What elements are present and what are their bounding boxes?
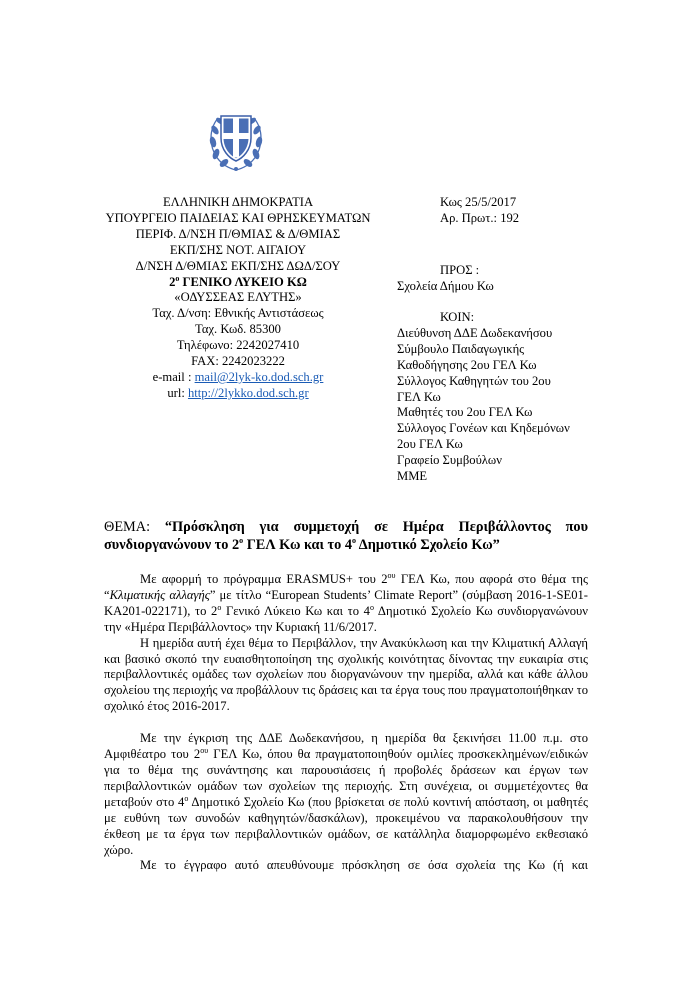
subject-block — [104, 518, 588, 554]
url-line: url: http://2lykko.dod.sch.gr — [167, 385, 309, 400]
cc-line: Μαθητές του 2ου ΓΕΛ Κω — [397, 405, 533, 420]
paragraph-3: Με την έγκριση της ΔΔΕ Δωδεκανήσου, η ημερίδα θα ξεκινήσει 11.00 π.μ. στο Αμφιθέατρο του $2^{o\upsilon}$ ΓΕΛ Κω, όπου θα πραγματοποιηθούν ομιλίες προσκεκλημένων/ειδικών για το θέμα της συνάντησης και παρουσιάσεις ή προβολές δράσεων και έργων των περιβαλλοντικών ομάδων των σχολείων της περιοχής. Στη συνέχεια, οι συμμετέχοντες θα μεταβούν στο $4^o$ Δημοτικό Σχολείο Κω (που βρίσκεται σε πολύ κοντινή απόσταση, οι μαθητές με ευθύνη των συνοδών καθηγητών/δασκάλων), προκειμένου να παρακολουθήσουν την έκθεση με τα έργα των περιβαλλοντικών ομάδων, σε κατάλληλα διαμορφωμένο εκθεσιακό χώρο. — [104, 731, 588, 857]
email-link[interactable]: mail@2lyk-ko.dod.sch.gr — [194, 369, 324, 384]
cc-line: Σύλλογος Καθηγητών του 2ου — [397, 373, 551, 388]
cc-line: Διεύθυνση ΔΔΕ Δωδεκανήσου — [397, 325, 553, 340]
cc-line: Γραφείο Συμβούλων — [397, 453, 502, 468]
fax: FAX: 2242023222 — [191, 354, 285, 369]
sender-block — [98, 195, 378, 402]
cc-line: ΓΕΛ Κω — [397, 389, 441, 404]
cc-line: 2ου ΓΕΛ Κω — [397, 437, 463, 452]
school-name: «ΟΔΥΣΣΕΑΣ ΕΛΥΤΗΣ» — [174, 290, 302, 305]
cc-line: ΜΜΕ — [397, 469, 428, 484]
sender-line: ΥΠΟΥΡΓΕΙΟ ΠΑΙΔΕΙΑΣ ΚΑΙ ΘΡΗΣΚΕΥΜΑΤΩΝ — [105, 210, 371, 225]
greek-emblem-icon — [205, 108, 267, 174]
paragraph-4: Με το έγγραφο αυτό απευθύνουμε πρόσκληση σε όσα σχολεία της Κω (ή και — [140, 858, 588, 873]
cc-line: Καθοδήγησης 2ου ΓΕΛ Κω — [397, 357, 537, 372]
sender-line: ΠΕΡΙΦ. Δ/ΝΣΗ Π/ΘΜΙΑΣ & Δ/ΘΜΙΑΣ — [135, 226, 341, 241]
phone: Τηλέφωνο: 2242027410 — [176, 338, 300, 353]
paragraph-2: Η ημερίδα αυτή έχει θέμα το Περιβάλλον, την Ανακύκλωση και την Κλιματική Αλλαγή και βασικό σκοπό την ευαισθητοποίηση της σχολικής κοινότητας δίνοντας την ευκαιρία στις περιβαλλοντικές ομάδες των σχολείων που διοργανώνουν την ημερίδα, αλλά και κάθε άλλου σχολείου της περιοχής να προβάλλουν τις δράσεις και τα έργα τους που πραγματοποιήθηκαν το σχολικό έτος 2016-2017. — [104, 635, 588, 714]
cc-line: Σύμβουλο Παιδαγωγικής — [397, 341, 525, 356]
cc-block — [397, 310, 570, 485]
to-value: Σχολεία Δήμου Κω — [397, 278, 494, 293]
postal-code: Ταχ. Κωδ. 85300 — [195, 322, 281, 337]
subject-line-1: ΘΕΜΑ: “Πρόσκληση για συμμετοχή σε Ημέρα Περιβάλλοντος που — [104, 519, 588, 535]
recipient-block — [397, 263, 494, 295]
sender-line: Δ/ΝΣΗ Δ/ΘΜΙΑΣ ΕΚΠ/ΣΗΣ ΔΩΔ/ΣΟΥ — [135, 258, 341, 273]
sender-line: ΕΛΛΗΝΙΚΗ ΔΗΜΟΚΡΑΤΙΑ — [162, 195, 314, 209]
sender-line: ΕΚΠ/ΣΗΣ ΝΟΤ. ΑΙΓΑΙΟΥ — [169, 242, 307, 257]
subject-label: ΘΕΜΑ: — [104, 519, 165, 535]
subject-line-2: συνδιοργανώνουν το $2^o$ ΓΕΛ Κω και το $4^o$ Δημοτικό Σχολείο Κω” — [104, 536, 500, 553]
school-title: $2^o$ ΓΕΝΙΚΟ ΛΥΚΕΙΟ ΚΩ — [169, 273, 307, 289]
paragraph-1: Με αφορμή το πρόγραμμα ERASMUS+ του $2^{o\upsilon}$ ΓΕΛ Κω, που αφορά στο θέμα της “Κλιματικής αλλαγής” με τίτλο “European Students’ Climate Report” (σύμβαση 2016-1-SE01-KA201-022171), το $2^o$ Γενικό Λύκειο Κω και το $4^o$ Δημοτικό Σχολείο Κω συνδιοργανώνουν την «Ημέρα Περιβάλλοντος» την Κυριακή 11/6/2017. — [104, 570, 588, 634]
url-link[interactable]: http://2lykko.dod.sch.gr — [187, 385, 309, 400]
email-line: e-mail : mail@2lyk-ko.dod.sch.gr — [152, 369, 324, 384]
date-protocol-block — [440, 195, 519, 227]
cc-label: ΚΟΙΝ: — [440, 310, 475, 324]
date: Κως 25/5/2017 — [440, 195, 517, 209]
letter-body — [104, 572, 588, 874]
to-label: ΠΡΟΣ : — [440, 263, 480, 277]
cc-line: Σύλλογος Γονέων και Κηδεμόνων — [397, 421, 570, 436]
address: Ταχ. Δ/νση: Εθνικής Αντιστάσεως — [152, 306, 324, 321]
protocol-number: Αρ. Πρωτ.: 192 — [440, 210, 520, 225]
